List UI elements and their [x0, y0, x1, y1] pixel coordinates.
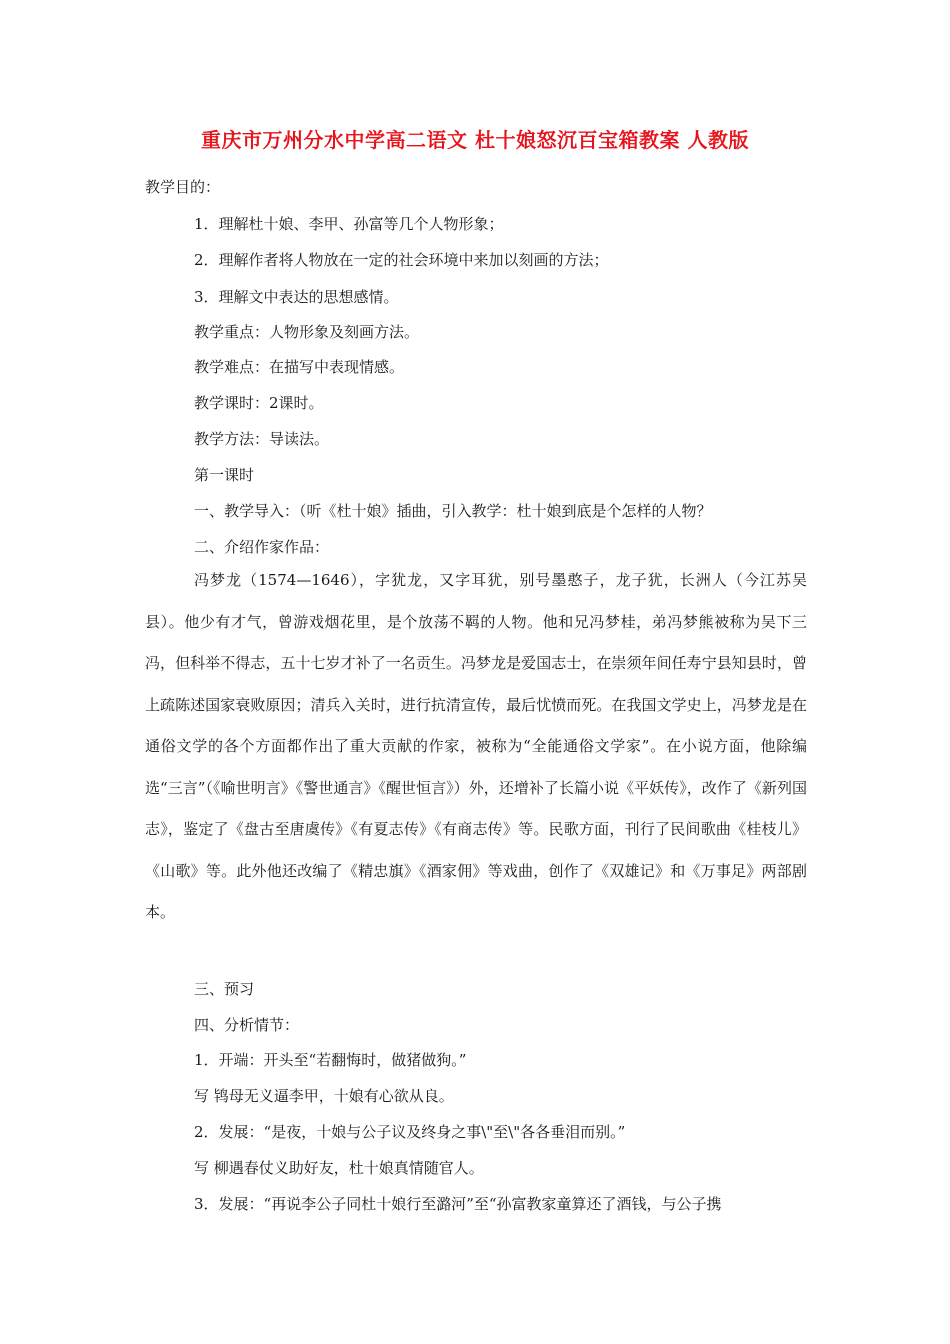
section-plot: 四、分析情节：: [194, 1016, 300, 1034]
document-title: 重庆市万州分水中学高二语文 杜十娘怒沉百宝箱教案 人教版: [201, 128, 749, 152]
plot-item: 2．发展：“是夜，十娘与公子议及终身之事\"至\"各各垂泪而别。”: [194, 1123, 626, 1141]
difficulty: 教学难点：在描写中表现情感。: [194, 358, 405, 376]
objective-item: 2．理解作者将人物放在一定的社会环境中来加以刻画的方法；: [194, 251, 609, 269]
section-author: 二、介绍作家作品：: [194, 538, 330, 556]
objective-item: 1．理解杜十娘、李甲、孙富等几个人物形象；: [194, 215, 504, 233]
plot-item: 写 鸨母无义逼李甲，十娘有心欲从良。: [194, 1087, 454, 1105]
plot-item: 3．发展：“再说李公子同杜十娘行至潞河”至“孙富教家童算还了酒钱，与公子携: [194, 1195, 722, 1213]
section-preview: 三、预习: [194, 980, 255, 998]
class-hours: 教学课时：2课时。: [194, 394, 324, 412]
key-point: 教学重点：人物形象及刻画方法。: [194, 323, 420, 341]
lesson-heading: 第一课时: [194, 466, 255, 484]
teaching-method: 教学方法：导读法。: [194, 430, 330, 448]
objectives-heading: 教学目的：: [145, 178, 221, 196]
section-introduction: 一、教学导入：（听《杜十娘》插曲，引入教学：杜十娘到底是个怎样的人物？: [194, 502, 712, 520]
author-paragraph: 冯梦龙（1574—1646），字犹龙，又字耳犹，别号墨憨子，龙子犹，长洲人（今江苏吴县）。他少有才气，曾游戏烟花里，是个放荡不羁的人物。他和兄冯梦桂，弟冯梦熊被称为吴下三冯，但科举不得志，五十七岁才补了一名贡生。冯梦龙是爱国志士，在崇须年间任寿宁县知县时，曾上疏陈述国家衰败原因；清兵入关时，进行抗清宣传，最后忧愤而死。在我国文学史上，冯梦龙是在通俗文学的各个方面都作出了重大贡献的作家，被称为“全能通俗文学家”。在小说方面，他除编选“三言”（《喻世明言》《警世通言》《醒世恒言》）外，还增补了长篇小说《平妖传》，改作了《新列国志》，鉴定了《盘古至唐虞传》《有夏志传》《有商志传》等。民歌方面，刊行了民间歌曲《桂枝儿》《山歌》等。此外他还改编了《精忠旗》《酒家佣》等戏曲，创作了《双雄记》和《万事足》两部剧本。: [145, 571, 807, 921]
plot-item: 1．开端：开头至“若翻悔时，做猪做狗。”: [194, 1051, 467, 1069]
objective-item: 3．理解文中表达的思想感情。: [194, 288, 399, 306]
plot-item: 写 柳遇春仗义助好友，杜十娘真情随官人。: [194, 1159, 484, 1177]
